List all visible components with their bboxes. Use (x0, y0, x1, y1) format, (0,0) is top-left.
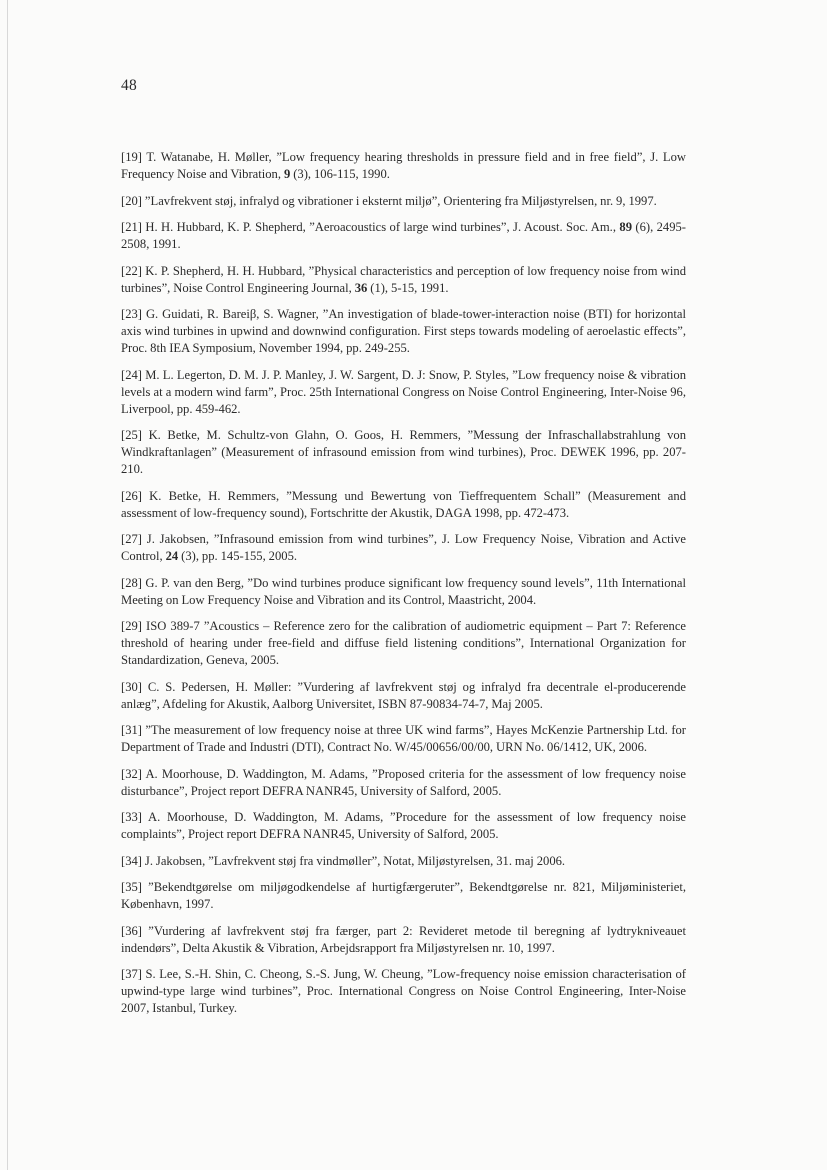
reference-item (121, 149, 686, 183)
reference-text: [20] ”Lavfrekvent støj, infralyd og vibrationer i eksternt miljø”, Orientering fra Miljøstyrelsen, nr. 9, 1997. (121, 193, 657, 208)
reference-item (121, 679, 686, 713)
reference-volume: 24 (165, 549, 179, 563)
reference-item (121, 306, 686, 357)
reference-volume: 9 (283, 167, 291, 181)
reference-volume: 36 (354, 280, 368, 295)
reference-text: [35] ”Bekendtgørelse om miljøgodkendelse af hurtigfærgeruter”, Bekendtgørelse nr. 821, Miljøministeriet, København, 1997. (121, 880, 686, 911)
reference-item (121, 263, 686, 297)
reference-item (121, 219, 686, 253)
reference-text: (6), 2495-2508, 1991. (121, 220, 687, 251)
reference-text: [25] K. Betke, M. Schultz-von Glahn, O. Goos, H. Remmers, ”Messung der Infraschallabstrahlung von Windkraftanlagen” (Measurement of infrasound emission from wind turbines), Proc. DEWEK 1996, pp. 207-210. (121, 428, 686, 476)
reference-text: [37] S. Lee, S.-H. Shin, C. Cheong, S.-S. Jung, W. Cheung, ”Low-frequency noise emission characterisation of upwind-type large wind turbines”, Proc. International Congress on Noise Control Engineering, Inter-Noise 2007, Istanbul, Turkey. (121, 967, 686, 1015)
reference-item (121, 923, 686, 957)
reference-text: [32] A. Moorhouse, D. Waddington, M. Adams, ”Proposed criteria for the assessment of low frequency noise disturbance”, Project report DEFRA NANR45, University of Salford, 2005. (121, 766, 686, 798)
reference-text: [27] J. Jakobsen, ”Infrasound emission from wind turbines”, J. Low Frequency Noise, Vibration and Active Control, (121, 532, 686, 563)
page-edge (7, 0, 8, 1170)
reference-item (121, 427, 686, 478)
reference-list (121, 149, 686, 1027)
reference-item (121, 367, 686, 418)
reference-item (121, 766, 686, 800)
reference-text: [31] ”The measurement of low frequency noise at three UK wind farms”, Hayes McKenzie Partnership Ltd. for Department of Trade and Industri (DTI), Contract No. W/45/00656/00/00, URN No. 06/1412, UK, 2006. (121, 723, 686, 754)
reference-text: [28] G. P. van den Berg, ”Do wind turbines produce significant low frequency sound levels”, 11th International Meeting on Low Frequency Noise and Vibration and its Control, Maastricht, 2004. (121, 575, 686, 607)
reference-text: (3), 106-115, 1990. (290, 167, 390, 181)
reference-text: [24] M. L. Legerton, D. M. J. P. Manley, J. W. Sargent, D. J: Snow, P. Styles, ”Low frequency noise & vibration levels at a modern wind farm”, Proc. 25th International Congress on Noise Control Engineering, Inter-Noise 96, Liverpool, pp. 459-462. (121, 367, 686, 416)
reference-item (121, 809, 686, 843)
reference-text: [26] K. Betke, H. Remmers, ”Messung und Bewertung von Tieffrequentem Schall” (Measurement and assessment of low-frequency sound), Fortschritte der Akustik, DAGA 1998, pp. 472-473. (121, 488, 686, 520)
reference-text: [36] ”Vurdering af lavfrekvent støj fra færger, part 2: Revideret metode til beregning af lydtrykniveauet indendørs”, Delta Akustik & Vibration, Arbejdsrapport fra Miljøstyrelsen nr. 10, 1997. (121, 923, 686, 955)
reference-item (121, 966, 686, 1017)
reference-item (121, 531, 686, 565)
reference-text: [22] K. P. Shepherd, H. H. Hubbard, ”Physical characteristics and perception of low frequency noise from wind turbines”, Noise Control Engineering Journal, (121, 263, 686, 295)
reference-item (121, 575, 686, 609)
reference-text: (3), pp. 145-155, 2005. (178, 549, 298, 563)
reference-text: [34] J. Jakobsen, ”Lavfrekvent støj fra vindmøller”, Notat, Miljøstyrelsen, 31. maj 2006. (121, 853, 566, 868)
reference-item (121, 722, 686, 756)
reference-item (121, 618, 686, 669)
reference-text: (1), 5-15, 1991. (367, 280, 449, 295)
reference-text: [19] T. Watanabe, H. Møller, ”Low frequency hearing thresholds in pressure field and in free field”, J. Low Frequency Noise and Vibration, (121, 150, 686, 181)
reference-item (121, 879, 686, 913)
page-number: 48 (121, 77, 138, 94)
reference-volume: 89 (619, 220, 632, 234)
reference-text: [23] G. Guidati, R. Bareiβ, S. Wagner, ”An investigation of blade-tower-interaction noise (BTI) for horizontal axis wind turbines in upwind and downwind configuration. First steps towards modeling of aeroelastic effects”, Proc. 8th IEA Symposium, November 1994, pp. 249-255. (121, 307, 686, 355)
reference-text: [21] H. H. Hubbard, K. P. Shepherd, ”Aeroacoustics of large wind turbines”, J. Acoust. Soc. Am., (121, 220, 620, 234)
reference-text: [33] A. Moorhouse, D. Waddington, M. Adams, ”Procedure for the assessment of low frequency noise complaints”, Project report DEFRA NANR45, University of Salford, 2005. (121, 810, 686, 841)
reference-item (121, 488, 686, 522)
reference-text: [30] C. S. Pedersen, H. Møller: ”Vurdering af lavfrekvent støj og infralyd fra decentrale el-producerende anlæg”, Afdeling for Akustik, Aalborg Universitet, ISBN 87-90834-74-7, Maj 2005. (121, 679, 686, 711)
reference-item (121, 193, 686, 210)
reference-item (121, 853, 686, 870)
reference-text: [29] ISO 389-7 ”Acoustics – Reference zero for the calibration of audiometric equipment – Part 7: Reference threshold of hearing under free-field and diffuse field listening conditions”, International Organization for Standardization, Geneva, 2005. (121, 619, 686, 667)
